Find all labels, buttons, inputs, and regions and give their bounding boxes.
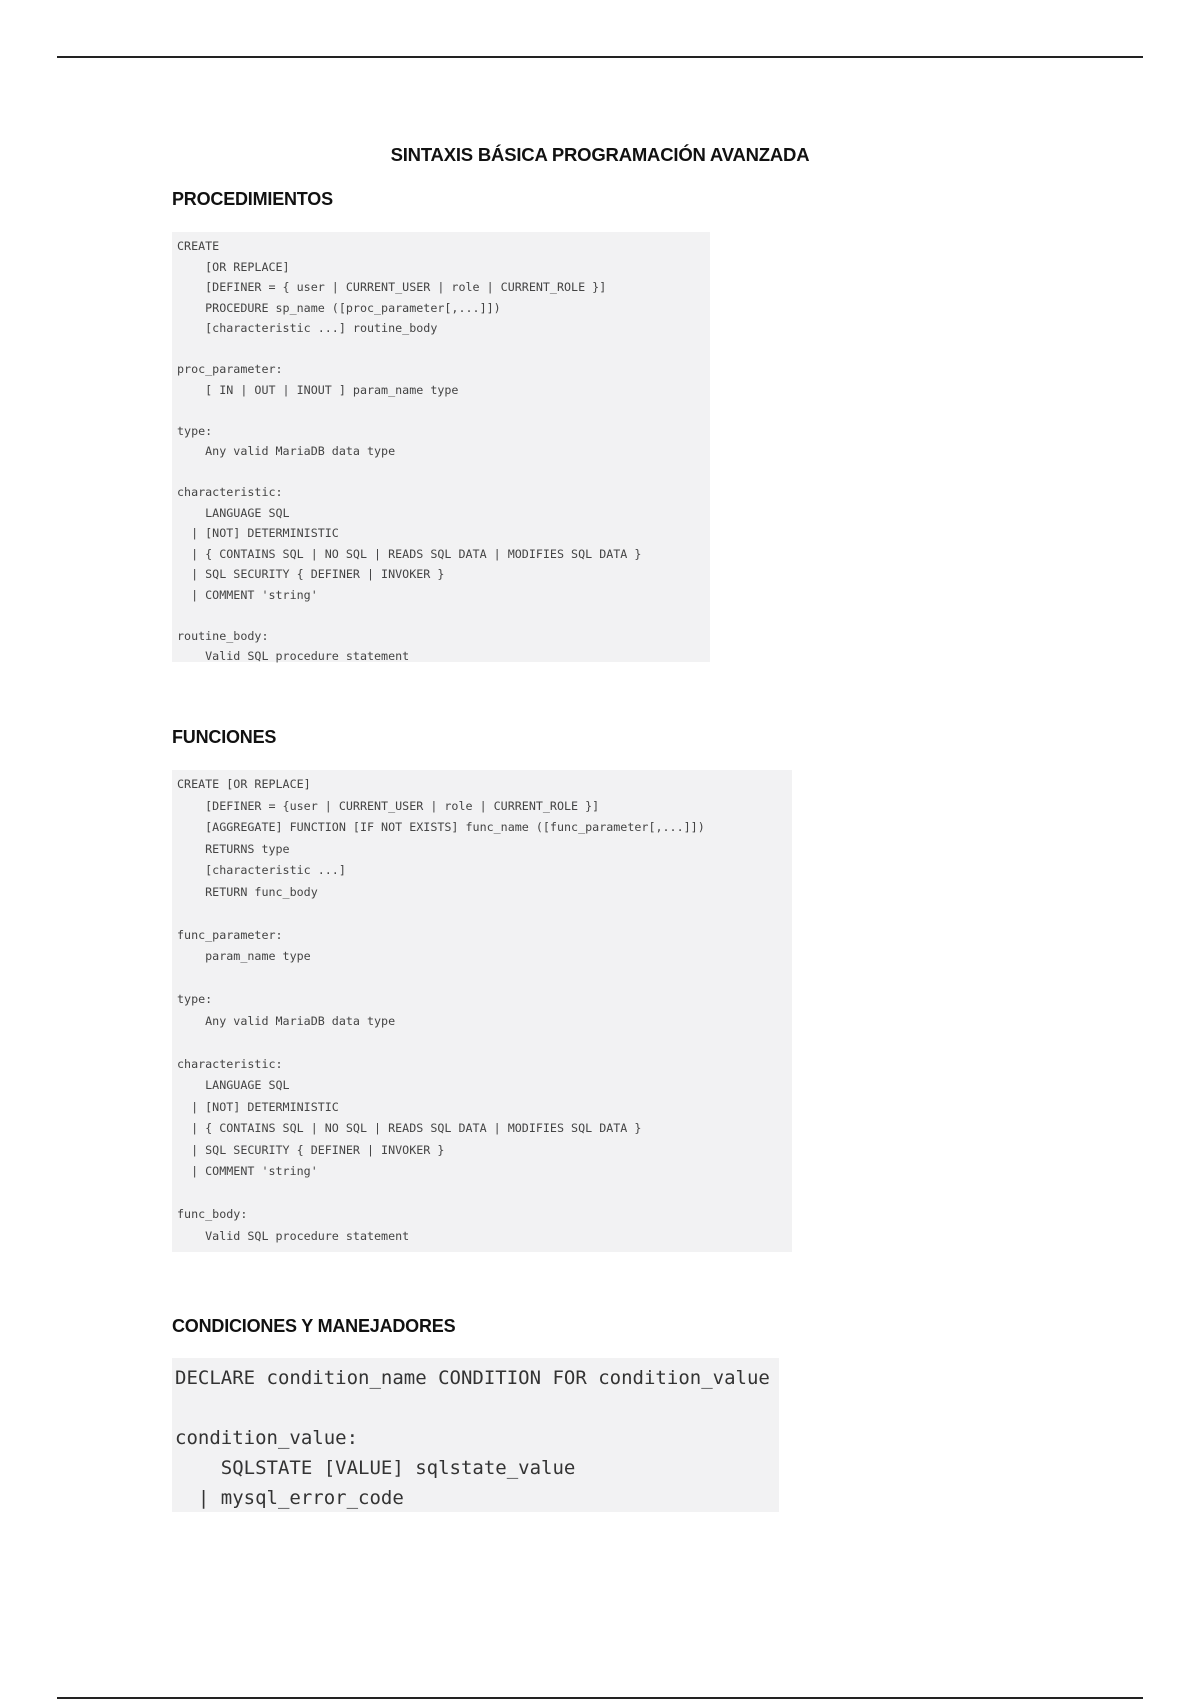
section-heading-procedimientos: PROCEDIMIENTOS [172,189,333,209]
code-line: | mysql_error_code [175,1487,404,1509]
code-line [177,339,710,360]
code-line [177,968,792,990]
code-line: proc_parameter: [177,362,283,376]
code-line [177,903,792,925]
code-line: func_body: [177,1207,248,1221]
code-line: routine_body: [177,628,269,643]
code-line: Valid SQL procedure statement [177,649,410,663]
section-heading-funciones: FUNCIONES [172,727,277,747]
code-line: SQLSTATE [VALUE] sqlstate_value [175,1457,576,1479]
code-line [177,1032,792,1054]
code-line: | COMMENT 'string' [177,1164,318,1178]
code-line: [characteristic ...] routine_body [177,321,438,335]
code-line: LANGUAGE SQL [177,505,290,520]
code-line [177,462,710,483]
header-rule [57,56,1143,58]
code-line: type: [177,423,213,438]
code-block-procedimientos [172,232,710,662]
code-line: characteristic: [177,1056,283,1071]
code-line [177,605,710,626]
code-line: Any valid MariaDB data type [177,444,396,458]
footer-rule [57,1697,1143,1699]
code-line: [AGGREGATE] FUNCTION [IF NOT EXISTS] func_name ([func_parameter[,...]]) [177,820,705,834]
code-line [177,400,710,421]
code-line: | SQL SECURITY { DEFINER | INVOKER } [177,567,445,581]
code-line: LANGUAGE SQL [177,1078,290,1092]
document-title: SINTAXIS BÁSICA PROGRAMACIÓN AVANZADA [390,144,810,165]
code-line: [characteristic ...] [177,863,346,877]
code-line: | { CONTAINS SQL | NO SQL | READS SQL DATA | MODIFIES SQL DATA } [177,1121,642,1135]
code-line: func_parameter: [177,927,283,942]
code-line: | SQL SECURITY { DEFINER | INVOKER } [177,1142,445,1157]
code-line [175,1393,779,1423]
code-line: type: [177,992,213,1006]
code-line: [ IN | OUT | INOUT ] param_name type [177,382,459,397]
code-line: | [NOT] DETERMINISTIC [177,526,339,540]
code-line: PROCEDURE sp_name ([proc_parameter[,...]]) [177,300,501,315]
code-line: param_name type [177,949,311,963]
code-block-funciones [172,770,792,1252]
code-line: DECLARE condition_name CONDITION FOR condition_value [175,1367,770,1389]
code-line: | COMMENT 'string' [177,587,318,602]
code-block-condiciones [172,1358,779,1512]
code-line: [DEFINER = {user | CURRENT_USER | role | CURRENT_ROLE }] [177,798,600,813]
code-line: RETURNS type [177,841,290,856]
code-line: Any valid MariaDB data type [177,1013,396,1028]
code-line: Valid SQL procedure statement [177,1228,410,1243]
section-heading-condiciones: CONDICIONES Y MANEJADORES [172,1316,456,1336]
code-line: [OR REPLACE] [177,259,290,274]
code-line: condition_value: [175,1427,359,1449]
code-line: CREATE [177,239,220,253]
code-line: CREATE [OR REPLACE] [177,777,311,791]
code-line: characteristic: [177,485,283,499]
code-line [177,1183,792,1205]
code-line: | { CONTAINS SQL | NO SQL | READS SQL DATA | MODIFIES SQL DATA } [177,546,642,561]
code-line: RETURN func_body [177,884,318,899]
code-line: | [NOT] DETERMINISTIC [177,1099,339,1114]
code-line: [DEFINER = { user | CURRENT_USER | role | CURRENT_ROLE }] [177,280,607,294]
